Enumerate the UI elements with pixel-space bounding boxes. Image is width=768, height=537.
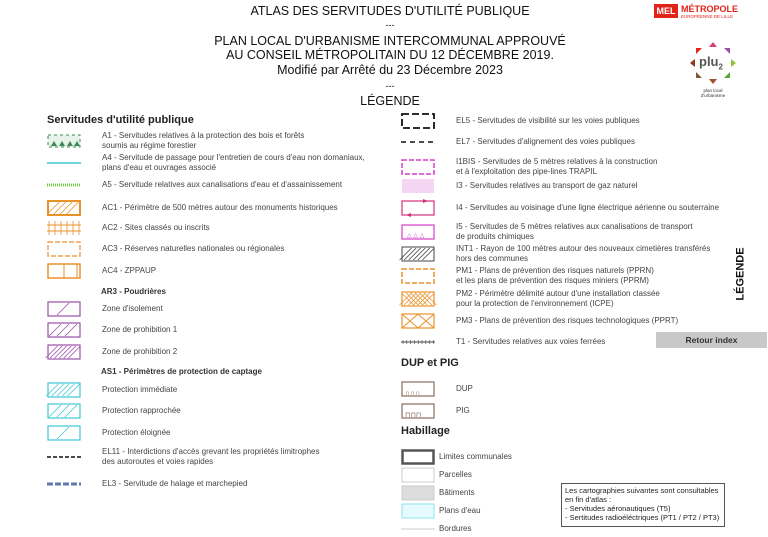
- limites-symbol-icon: [401, 449, 435, 465]
- svg-text:△ △ △: △ △ △: [407, 233, 425, 239]
- a4-symbol-icon: [47, 155, 81, 171]
- atlas-title: ATLAS DES SERVITUDES D'UTILITÉ PUBLIQUE: [250, 4, 530, 18]
- svg-text:⊓⊓⊓: ⊓⊓⊓: [405, 412, 422, 419]
- dup-symbol-icon: [401, 381, 435, 397]
- legend-item-pig: [401, 403, 470, 419]
- note-line: en fin d'atlas :: [565, 495, 612, 504]
- note-line: - Servitudes aéronautiques (T5): [565, 504, 671, 513]
- legend-item-label: [102, 325, 177, 335]
- label-line: AC2 - Sites classés ou inscrits: [102, 223, 210, 232]
- label-line: EL7 - Servitudes d'alignement des voies publiques: [456, 137, 635, 146]
- legend-item-label: [456, 337, 605, 347]
- legend-item-ar3a: [47, 301, 163, 317]
- label-line: INT1 - Rayon de 100 mètres autour des nouveaux cimetières transférés: [456, 244, 711, 253]
- ac4-symbol-icon: [47, 263, 81, 279]
- el3-symbol-icon: [47, 476, 81, 492]
- note-line: Les cartographies suivantes sont consultables: [565, 486, 719, 495]
- as1b-symbol-icon: [47, 403, 81, 419]
- label-line: EL3 - Servitude de halage et marchepied: [102, 479, 248, 488]
- legend-title: LÉGENDE: [360, 94, 420, 108]
- label-line: PIG: [456, 406, 470, 415]
- legend-item-as1c: [47, 425, 171, 441]
- mel-logo-name: MÉTROPOLE: [681, 4, 739, 14]
- legend-item-i5: [401, 222, 693, 242]
- legend-item-label: [439, 452, 512, 462]
- label-line: des autoroutes et voies rapides: [102, 457, 214, 466]
- legend-item-label: [102, 266, 156, 276]
- section-heading-ar3: AR3 - Poudrières: [101, 287, 166, 296]
- legend-item-label: [456, 384, 473, 394]
- legend-item-a4: [47, 153, 365, 173]
- label-line: PM2 - Périmètre délimité autour d'une installation classée: [456, 289, 660, 298]
- label-line: EL5 - Servitudes de visibilité sur les voies publiques: [456, 116, 640, 125]
- i5-symbol-icon: [401, 224, 435, 240]
- plu-title-line1: PLAN LOCAL D'URBANISME INTERCOMMUNAL APPROUVÉ: [214, 34, 566, 48]
- plu-logo: [688, 40, 738, 100]
- a1-symbol-icon: [47, 133, 81, 149]
- label-line: Limites communales: [439, 452, 512, 461]
- legend-item-label: [439, 506, 481, 516]
- label-line: I5 - Servitudes de 5 mètres relatives aux canalisations de transport: [456, 222, 693, 231]
- legend-item-label: [102, 304, 163, 314]
- label-line: AC3 - Réserves naturelles nationales ou régionales: [102, 244, 285, 253]
- legend-item-label: [456, 137, 635, 147]
- plu-title-line2: AU CONSEIL MÉTROPOLITAIN DU 12 DÉCEMBRE 2019.: [226, 48, 554, 62]
- label-line: Zone de prohibition 2: [102, 347, 178, 356]
- ar3b-symbol-icon: [47, 322, 81, 338]
- label-line: DUP: [456, 384, 473, 393]
- legend-item-eau: [401, 503, 481, 519]
- legend-item-el7: [401, 134, 635, 150]
- legend-item-ac4: [47, 263, 156, 279]
- legend-item-i3: [401, 178, 637, 194]
- legend-item-pm3: [401, 313, 678, 329]
- plu-logo-sub: 2: [718, 62, 723, 72]
- legend-item-t1: [401, 334, 605, 350]
- label-line: PM3 - Plans de prévention des risques technologiques (PPRT): [456, 316, 679, 325]
- section-heading-as1: AS1 - Périmètres de protection de captage: [101, 367, 262, 376]
- label-line: PM1 - Plans de prévention des risques naturels (PPRN): [456, 266, 654, 275]
- retour-index-button[interactable]: Retour index: [656, 332, 767, 348]
- legend-item-label: [456, 406, 470, 416]
- parcelles-symbol-icon: [401, 467, 435, 483]
- legend-item-label: [102, 406, 181, 416]
- legend-item-batiments: [401, 485, 475, 501]
- label-line: A1 - Servitudes relatives à la protection des bois et forêts: [102, 131, 305, 140]
- bordures-symbol-icon: [401, 521, 435, 537]
- label-line: T1 - Servitudes relatives aux voies ferrées: [456, 337, 606, 346]
- legend-item-label: [456, 244, 710, 264]
- label-line: Parcelles: [439, 470, 472, 479]
- legend-item-parcelles: [401, 467, 472, 483]
- batiments-symbol-icon: [401, 485, 435, 501]
- label-line: Protection immédiate: [102, 385, 178, 394]
- as1c-symbol-icon: [47, 425, 81, 441]
- label-line: AC1 - Périmètre de 500 mètres autour des monuments historiques: [102, 203, 338, 212]
- legend-item-pm1: [401, 266, 654, 286]
- legend-item-label: [102, 428, 171, 438]
- legend-item-el3: [47, 476, 247, 492]
- section-heading-servitudes: Servitudes d'utilité publique: [47, 114, 194, 126]
- legend-item-label: [102, 479, 247, 489]
- label-line: plans d'eau et ouvrages associé: [102, 163, 217, 172]
- legend-item-dup: [401, 381, 473, 397]
- legend-item-label: [102, 131, 304, 151]
- label-line: AC4 - ZPPAUP: [102, 266, 157, 275]
- label-line: et les plans de prévention des risques miniers (PPRM): [456, 276, 649, 285]
- legend-item-label: [102, 203, 338, 213]
- legend-item-label: [102, 385, 177, 395]
- i1bis-symbol-icon: [401, 159, 435, 175]
- legend-item-as1a: [47, 382, 177, 398]
- t1-symbol-icon: [401, 334, 435, 350]
- i4-symbol-icon: [401, 200, 435, 216]
- legend-item-label: [439, 524, 471, 534]
- a5-symbol-icon: [47, 177, 81, 193]
- pig-symbol-icon: [401, 403, 435, 419]
- separator: ---: [385, 20, 395, 30]
- label-line: Zone d'isolement: [102, 304, 163, 313]
- label-line: I1BIS - Servitudes de 5 mètres relatives à la construction: [456, 157, 658, 166]
- legend-item-label: [102, 153, 365, 173]
- label-line: A5 - Servitude relatives aux canalisations d'eau et d'assainissement: [102, 180, 343, 189]
- legend-item-el11: [47, 447, 319, 467]
- legend-item-label: [102, 223, 210, 233]
- label-line: pour la protection de l'environnement (ICPE): [456, 299, 614, 308]
- note-box: [561, 483, 725, 527]
- legend-item-a1: [47, 131, 304, 151]
- label-line: hors des communes: [456, 254, 529, 263]
- legend-item-label: [456, 116, 640, 126]
- legend-item-i4: [401, 200, 719, 216]
- legend-item-ac2: [47, 220, 210, 236]
- legend-item-label: [456, 266, 654, 286]
- legend-item-ar3b: [47, 322, 177, 338]
- ac2-symbol-icon: [47, 220, 81, 236]
- plu-logo-text: plu: [699, 54, 719, 69]
- as1a-symbol-icon: [47, 382, 81, 398]
- label-line: Protection rapprochée: [102, 406, 181, 415]
- ar3a-symbol-icon: [47, 301, 81, 317]
- label-line: Bordures: [439, 524, 472, 533]
- label-line: Zone de prohibition 1: [102, 325, 178, 334]
- plu-caption: plan local: [703, 88, 723, 93]
- el11-symbol-icon: [47, 449, 81, 465]
- legend-item-a5: [47, 177, 342, 193]
- modification-line: Modifié par Arrêté du 23 Décembre 2023: [277, 63, 503, 77]
- legend-item-limites: [401, 449, 512, 465]
- legend-item-label: [456, 289, 660, 309]
- legend-item-label: [439, 470, 472, 480]
- legend-item-label: [102, 180, 342, 190]
- ac3-symbol-icon: [47, 241, 81, 257]
- legend-item-label: [456, 316, 678, 326]
- int1-symbol-icon: [401, 246, 435, 262]
- i3-symbol-icon: [401, 178, 435, 194]
- mel-logo-block: MEL: [654, 4, 678, 18]
- label-line: A4 - Servitude de passage pour l'entretien de cours d'eau non domaniaux,: [102, 153, 365, 162]
- ac1-symbol-icon: [47, 200, 81, 216]
- legend-item-as1b: [47, 403, 181, 419]
- label-line: Protection éloignée: [102, 428, 171, 437]
- el5-symbol-icon: [401, 113, 435, 129]
- pm1-symbol-icon: [401, 268, 435, 284]
- label-line: I3 - Servitudes relatives au transport de gaz naturel: [456, 181, 638, 190]
- label-line: Plans d'eau: [439, 506, 481, 515]
- legend-item-ac1: [47, 200, 338, 216]
- legend-item-label: [102, 447, 319, 467]
- label-line: EL11 - Interdictions d'accès grevant les propriétés limitrophes: [102, 447, 320, 456]
- el7-symbol-icon: [401, 134, 435, 150]
- legend-item-i1bis: [401, 157, 657, 177]
- legend-item-label: [456, 222, 693, 242]
- ar3c-symbol-icon: [47, 344, 81, 360]
- legend-item-label: [456, 203, 719, 213]
- legend-item-ac3: [47, 241, 284, 257]
- note-line: - Sertitudes radioéléctriques (PT1 / PT2 / PT3): [565, 513, 720, 522]
- legend-item-bordures: [401, 521, 471, 537]
- pm2-symbol-icon: [401, 291, 435, 307]
- legend-item-label: [456, 157, 657, 177]
- legend-item-int1: [401, 244, 710, 264]
- section-heading-habillage: Habillage: [401, 425, 450, 437]
- label-line: et à l'exploitation des pipe-lines TRAPIL: [456, 167, 598, 176]
- pm3-symbol-icon: [401, 313, 435, 329]
- legend-item-label: [456, 181, 637, 191]
- label-line: I4 - Servitudes au voisinage d'une ligne électrique aérienne ou souterraine: [456, 203, 720, 212]
- plu-caption: d'urbanisme: [700, 93, 726, 98]
- label-line: Bâtiments: [439, 488, 475, 497]
- svg-text:∩∩∩: ∩∩∩: [405, 390, 421, 397]
- legend-item-el5: [401, 113, 640, 129]
- separator: ---: [385, 81, 395, 91]
- label-line: de produits chimiques: [456, 232, 534, 241]
- section-heading-dup-pig: DUP et PIG: [401, 357, 459, 369]
- label-line: soumis au régime forestier: [102, 141, 197, 150]
- legend-item-label: [439, 488, 475, 498]
- mel-logo-subtitle: EUROPÉENNE DE LILLE: [681, 14, 734, 19]
- eau-symbol-icon: [401, 503, 435, 519]
- legend-item-pm2: [401, 289, 660, 309]
- side-legend-label: LÉGENDE: [734, 247, 747, 301]
- legend-item-label: [102, 244, 284, 254]
- legend-item-label: [102, 347, 177, 357]
- legend-item-ar3c: [47, 344, 177, 360]
